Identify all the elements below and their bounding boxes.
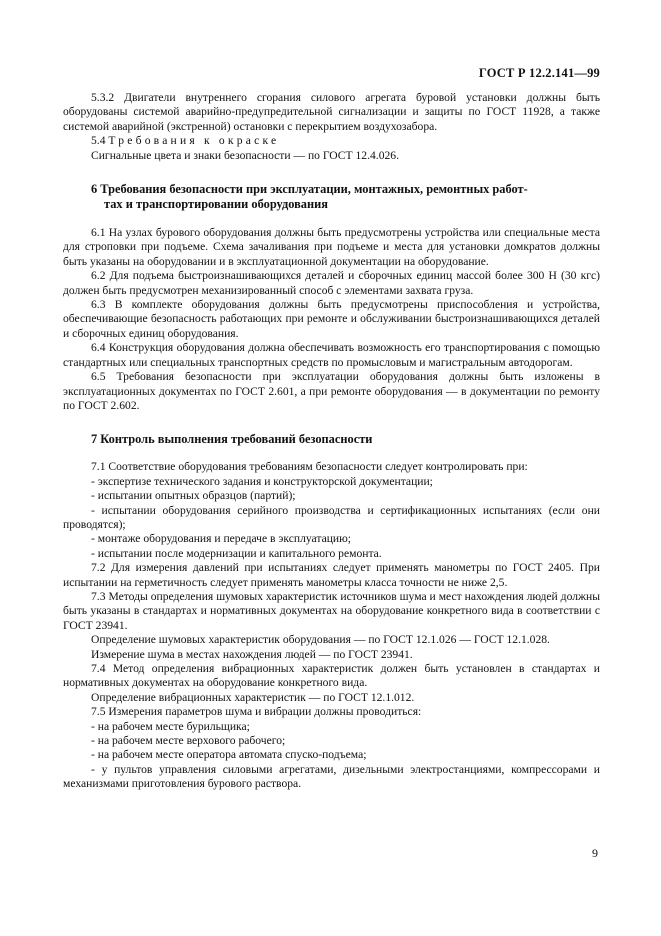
paragraph-7-3-a: Определение шумовых характеристик оборудования — по ГОСТ 12.1.026 — ГОСТ 12.1.028.: [91, 633, 550, 647]
list-item-7-5-a: - на рабочем месте бурильщика;: [91, 719, 250, 733]
paragraph-7-2: 7.2 Для измерения давлений при испытаниях следует применять манометры по ГОСТ 2405. При испытании на герметичность следует применять манометры класса точности не ниже 2,5.: [63, 561, 600, 589]
section-6-heading-line2: тах и транспортировании оборудования: [104, 197, 328, 212]
document-body: [63, 91, 600, 792]
paragraph-7-3: 7.3 Методы определения шумовых характеристик источников шума и мест нахождения людей должны быть указаны в стандартах и нормативных документах на оборудование конкретного вида в соответствии с ГОСТ 23941.: [63, 589, 600, 632]
paragraph-5-4-number: 5.4: [91, 134, 106, 148]
paragraph-6-4: 6.4 Конструкция оборудования должна обеспечивать возможность его транспортирования с помощью стандартных или специальных транспортных средств по промысловым и магистральным автодорогам.: [63, 341, 600, 369]
list-item-7-1-b: - испытании опытных образцов (партий);: [91, 489, 296, 503]
list-item-7-1-c: - испытании оборудования серийного производства и сертификационных испытаниях (если они проводятся);: [63, 503, 600, 531]
paragraph-7-4-a: Определение вибрационных характеристик — по ГОСТ 12.1.012.: [91, 690, 415, 704]
list-item-7-5-c: - на рабочем месте оператора автомата спуско-подъема;: [91, 748, 367, 762]
paragraph-5-4-spaced-title: Требования к окраске: [108, 134, 280, 148]
page-number: 9: [592, 846, 598, 860]
document-code: ГОСТ Р 12.2.141—99: [478, 66, 600, 80]
paragraph-6-2: 6.2 Для подъема быстроизнашивающихся деталей и сборочных единиц массой более 300 Н (30 кгс) должен быть предусмотрен механизированный способ с элементами захвата груза.: [63, 269, 600, 297]
list-item-7-5-b: - на рабочем месте верхового рабочего;: [91, 734, 286, 748]
paragraph-6-1: 6.1 На узлах бурового оборудования должны быть предусмотрены устройства или специальные места для строповки при подъеме. Схема зачаливания при подъеме и места для установки домкратов должны быть указаны на оборудовании и в эксплуатационной документации на оборудование.: [63, 226, 600, 268]
section-6-heading: [63, 182, 600, 212]
paragraph-5-4-text: Сигнальные цвета и знаки безопасности — по ГОСТ 12.4.026.: [91, 148, 399, 162]
paragraph-5-4-title: [63, 134, 600, 148]
list-item-7-1-e: - испытании после модернизации и капитального ремонта.: [91, 546, 382, 560]
section-6-heading-line1: 6 Требования безопасности при эксплуатации, монтажных, ремонтных работ-: [91, 182, 528, 197]
paragraph-7-5: 7.5 Измерения параметров шума и вибрации должны проводиться:: [91, 705, 422, 719]
list-item-7-5-d: - у пультов управления силовыми агрегатами, дизельными электростанциями, компрессорами и механизмами приготовления бурового раствора.: [63, 762, 600, 791]
section-7-heading: 7 Контроль выполнения требований безопасности: [91, 432, 373, 447]
paragraph-7-3-b: Измерение шума в местах нахождения людей — по ГОСТ 23941.: [91, 647, 413, 661]
paragraph-6-3: 6.3 В комплекте оборудования должны быть предусмотрены приспособления и устройства, обеспечивающие безопасность работающих при ремонте и обслуживании быстроизнашивающихся деталей и сборочных единиц оборудования.: [63, 298, 600, 340]
list-item-7-1-a: - экспертизе технического задания и конструкторской документации;: [91, 474, 433, 488]
paragraph-6-5: 6.5 Требования безопасности при эксплуатации оборудования должны быть изложены в эксплуатационных документах по ГОСТ 2.601, а при ремонте оборудования — в документации по ремонту по ГОСТ 2.602.: [63, 370, 600, 412]
paragraph-7-1: 7.1 Соответствие оборудования требованиям безопасности следует контролировать при:: [91, 460, 528, 474]
paragraph-5-3-2: 5.3.2 Двигатели внутреннего сгорания силового агрегата буровой установки должны быть оборудованы системой аварийно-предупредительной сигнализации и защиты по ГОСТ 11928, а также системой аварийной (экстренной) остановки с перекрытием воздухозабора.: [63, 91, 600, 133]
paragraph-7-4: 7.4 Метод определения вибрационных характеристик должен быть установлен в стандартах и нормативных документах на оборудование конкретного вида.: [63, 662, 600, 690]
list-item-7-1-d: - монтаже оборудования и передаче в эксплуатацию;: [91, 532, 352, 546]
